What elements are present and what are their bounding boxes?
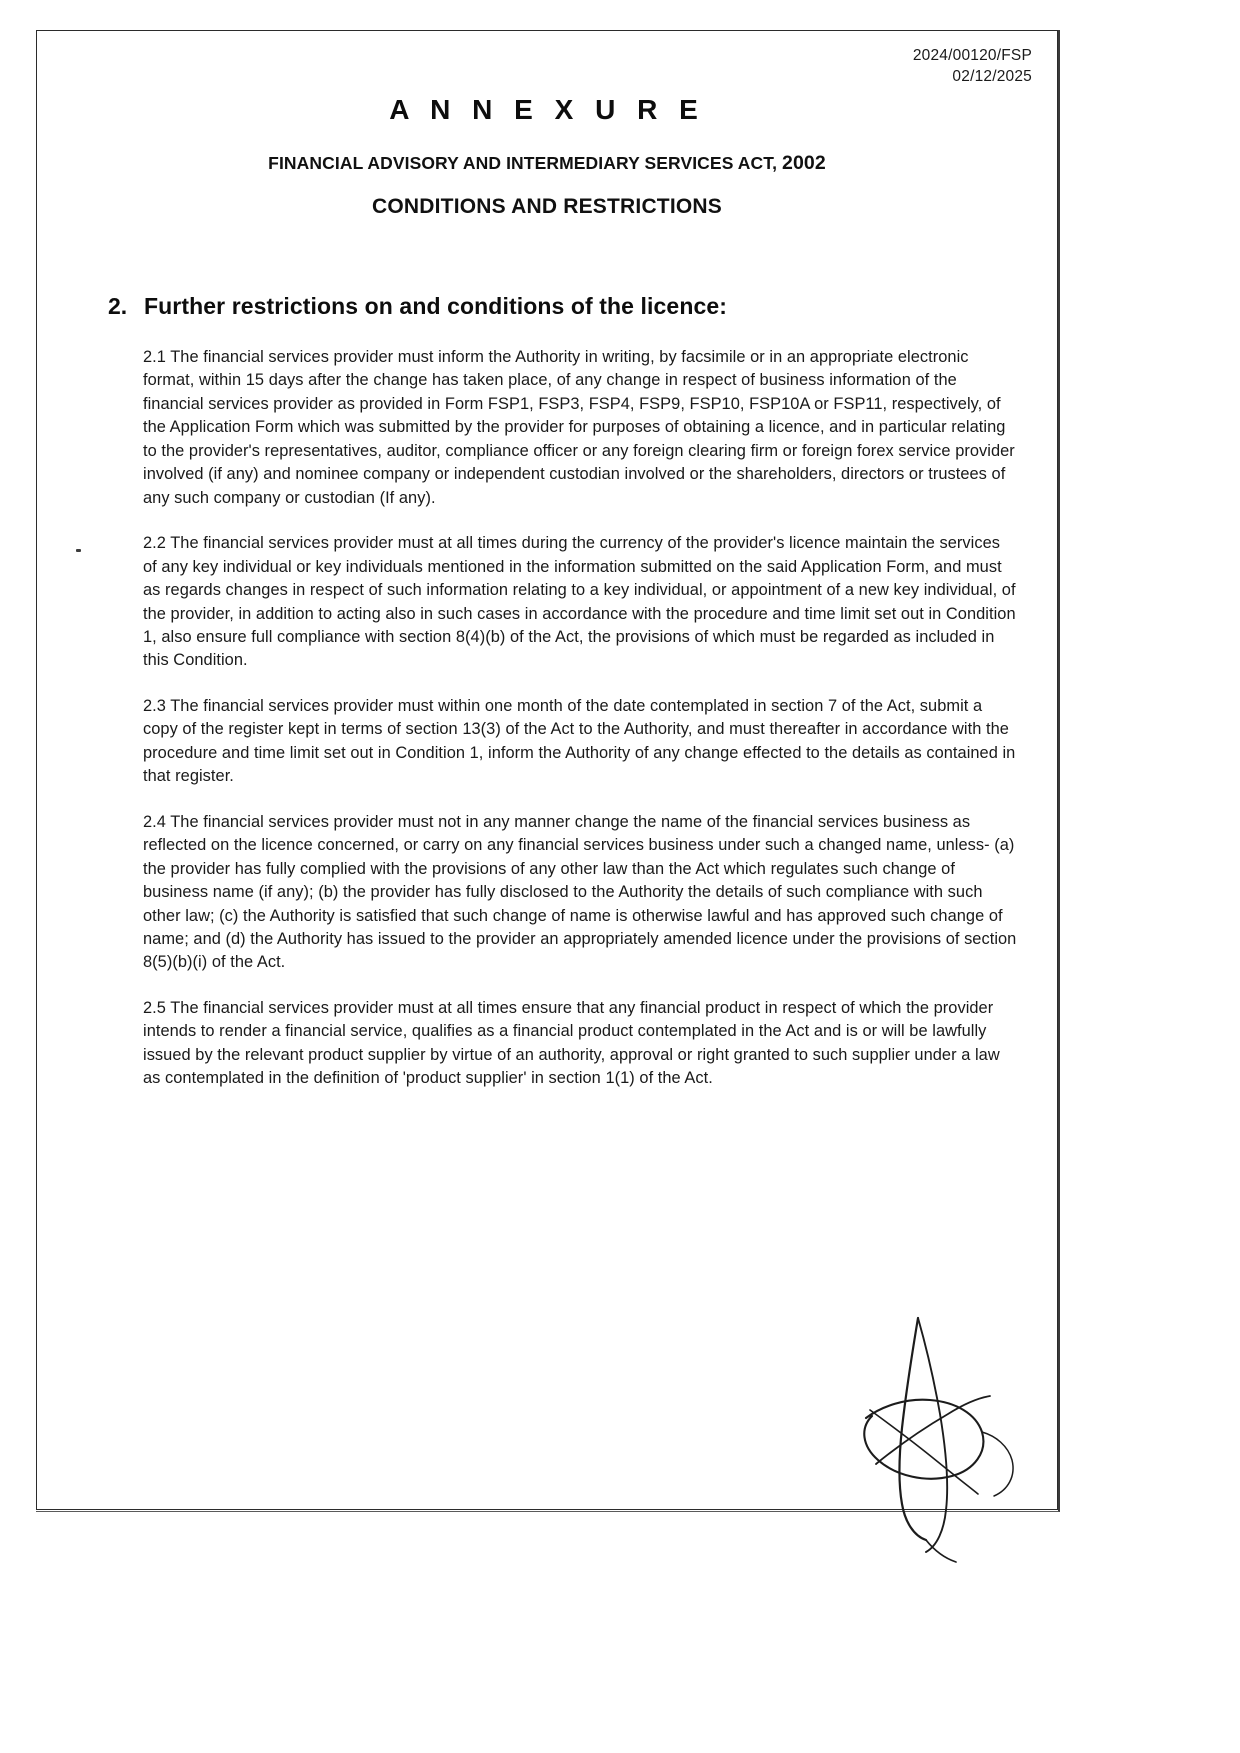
clause-2-5: 2.5 The financial services provider must at all times ensure that any financial product in respect of which the provider intends to render a financial service, qualifies as a financial product contemplated in the Act and is or will be lawfully issued by the relevant product supplier by virtue of an authority, approval or right granted to such supplier under a law as contemplated in the definition of 'product supplier' in section 1(1) of the Act. [143, 998, 1000, 1088]
act-title-main: FINANCIAL ADVISORY AND INTERMEDIARY SERVICES ACT, [268, 153, 778, 173]
signature-strokes [806, 1306, 1036, 1566]
document-subtitle: CONDITIONS AND RESTRICTIONS [372, 195, 722, 218]
clause-2-1: 2.1 The financial services provider must inform the Authority in writing, by facsimile or in an appropriate electronic format, within 15 days after the change has taken place, of any change in respect of business information of the financial services provider as provided in Form FSP1, FSP3, FSP4, FSP9, FSP10, FSP10A or FSP11, respectively, of the Application Form which was submitted by the provider for purposes of obtaining a licence, and in particular relating to the provider's representatives, auditor, compliance officer or any foreign clearing firm or foreign forex service provider involved (if any) and nominee company or independent custodian involved or the shareholders, directors or trustees of any such company or custodian (If any). [143, 348, 1015, 507]
act-title [58, 152, 1036, 175]
annexure-title: A N N E X U R E [389, 94, 705, 125]
title-block [58, 94, 1036, 219]
clause-2-4: 2.4 The financial services provider must not in any manner change the name of the financial services business as reflected on the licence concerned, or carry on any financial services business under such a changed name, unless- (a) the provider has fully complied with the provisions of any other law than the Act which regulates such change of business name (if any); (b) the provider has fully disclosed to the Authority the details of such compliance with such other law; (c) the Authority is satisfied that such change of name is otherwise lawful and has approved such change of name; and (d) the Authority has issued to the provider an appropriately amended licence under the provisions of section 8(5)(b)(i) of the Act. [143, 812, 1017, 972]
clause-2-3: 2.3 The financial services provider must within one month of the date contemplated in section 7 of the Act, submit a copy of the register kept in terms of section 13(3) of the Act to the Authority, and must thereafter in accordance with the procedure and time limit set out in Condition 1, inform the Authority of any change effected to the details as contained in that register. [143, 696, 1016, 786]
document-reference-block [913, 46, 1032, 88]
document-date: 02/12/2025 [952, 67, 1032, 85]
clause-list [143, 346, 1018, 1091]
reference-number: 2024/00120/FSP [912, 47, 1032, 64]
signature-image [806, 1306, 1036, 1566]
clause-2-2: 2.2 The financial services provider must at all times during the currency of the provider's licence maintain the services of any key individual or key individuals mentioned in the information submitted on the said Application Form, and must as regards changes in respect of such information relating to a key individual, or appointment of a new key individual, of the provider, in addition to acting also in such cases in accordance with the procedure and time limit set out in Condition 1, also ensure full compliance with section 8(4)(b) of the Act, the provisions of which must be regarded as included in this Condition. [143, 534, 1016, 670]
scan-artifact-mark [76, 549, 81, 552]
page-content [36, 30, 1058, 1510]
section-heading-text: Further restrictions on and conditions of the licence: [144, 293, 728, 319]
section-heading [108, 293, 1036, 320]
act-title-year: 2002 [782, 152, 826, 174]
section-number: 2. [108, 293, 128, 319]
